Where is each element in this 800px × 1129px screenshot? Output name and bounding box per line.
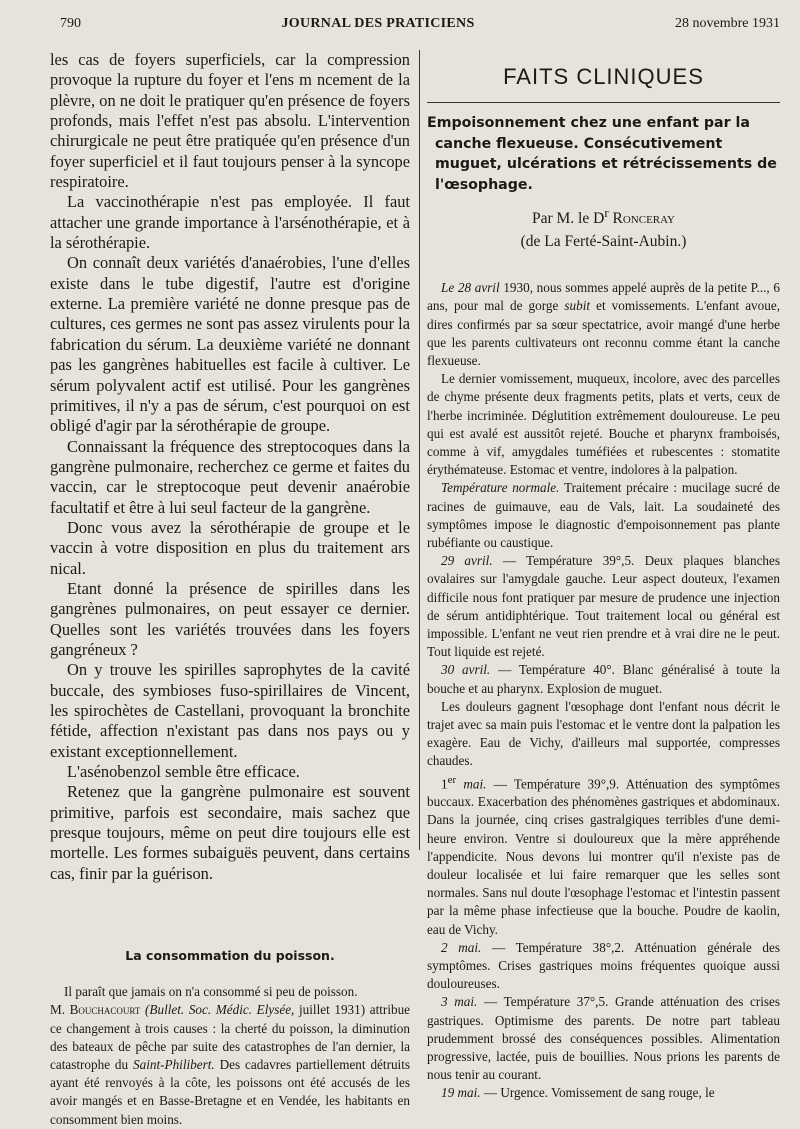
paragraph: On y trouve les spirilles saprophytes de la cavité buccale, des symbioses fuso-spirillaires de Vincent, les spirochètes de Castellani, provoquant la bronchite fétide, affection n'existant pas dans nos pays ou y existant exceptionnellement. [50,660,410,761]
paragraph: 30 avril. — Température 40°. Blanc généralisé à toute la bouche et au pharynx. Explosion de muguet. [427,662,780,696]
column-divider [419,50,420,850]
author-name: M. Bouchacourt [50,1002,141,1018]
poisson-text [50,983,410,1129]
paragraph: Donc vous avez la sérothérapie de groupe et le vaccin à votre disposition en plus du traitement ars nical. [50,517,410,578]
paragraph: Les douleurs gagnent l'œsophage dont l'enfant nous décrit le trajet avec sa main puis l'estomac et le ventre dont la palpation les exagère. Eau de Vichy, d'ailleurs mal supportée, compresses chaudes. [427,698,780,769]
paragraph: On connaît deux variétés d'anaérobies, l'une d'elles existe dans le tube digestif, l'autre est d'origine externe. La première variété ne donne presque pas de cultures, ces germes ne sont pas assez virulents pour la fabrication du sérum. La deuxième variété ne donnant pas les gangrènes habituelles est facile à cultiver. Le sérum polyvalent actif est utilisé. Pour les gangrènes primitives, il n'y a pas de sérum, c'est pourquoi on est obligé d'agir par la sérothérapie de groupe. [50,253,410,436]
paragraph: 19 mai. — Urgence. Vomissement de sang rouge, le [441,1085,715,1101]
running-header [60,16,780,38]
byline: Par M. le $D^r$ Ronceray (de La Ferté-Saint-Aubin.) [520,205,687,251]
source-citation: (Bullet. Soc. Médic. Elysée, [145,1002,295,1018]
case-report [427,279,780,1103]
author-name: Ronceray [612,210,675,228]
left-column [50,50,410,1129]
section-heading: FAITS CLINIQUES [503,64,704,89]
paragraph: 29 avril. — Température 39°,5. Deux plaques blanches ovalaires sur l'amygdale gauche. Leur aspect douteux, l'examen difficile nous font pratiquer par mesure de prudence une injection de sérum antidiphtérique. Tout traitement local ou général est impossible. L'enfant ne veut rien prendre et à vrai dire ne le peut. Tout liquide est rejeté. [427,553,780,660]
paragraph: Le dernier vomissement, muqueux, incolore, avec des parcelles de chyme présente deux fragments petits, plats et verts, ceux de l'herbe incriminée. Déglutition extrêmement douloureuse. Le peu qui est avalé est aussitôt rejeté. Bouche et pharynx framboisés, comme à vif, amygdales tuméfiées et rubescentes : stomatite érythémateuse. Estomac et ventre, indolores à la palpation. [427,371,780,478]
paragraph: Connaissant la fréquence des streptocoques dans la gangrène pulmonaire, recherchez ce germe et faites du vaccin, car le streptocoque peut devenir anaérobie facultatif et être à lui seul facteur de la gangrène. [50,436,410,517]
ship-name: Saint-Philibert. [133,1056,215,1072]
paragraph: 2 mai. — Température 38°,2. Atténuation générale des symptômes. Crises gastriques moins fréquentes quoique aussi douloureuses. [427,939,781,992]
paragraph: 1er mai. — Température 39°,9. Atténuation des symptômes buccaux. Exacerbation des phénomènes gastriques et abdominaux. Dans la journée, cinq crises gastralgiques terribles d'une demi-heure environ. Ventre si douloureux que la mère appréhende l'appendicite. Nous devons lui montrer qu'il n'existe pas de douleur localisée et lui faire remarquer que les selles sont normales. Sans nul doute l'œsophage l'estomac et l'intestin passent par la même phase infectieuse que la bouche. Poudre de kaolin, eau de Vichy. [427,773,781,937]
paragraph: M. Bouchacourt (Bullet. Soc. Médic. Elysée, juillet 1931) attribue ce changement à trois causes : la cherté du poisson, la diminution des bateaux de pêche par suite des catastrophes de l'an dernier, la catastrophe du Saint-Philibert. Des cadavres partiellement détruits ayant été renvoyés à la côte, les poissons ont été accusés de les avoir mangés et en Basse-Bretagne et en Vendée, les habitants en consomment bien moins. [50,1002,411,1127]
gangrene-text [50,50,410,884]
journal-title: JOURNAL DES PRATICIENS [281,16,475,31]
paragraph: Le 28 avril 1930, nous sommes appelé auprès de la petite P..., 6 ans, pour mal de gorge subit et vomissements. L'enfant avoue, dires confirmés par sa sœur spectatrice, avoir mangé d'une herbe que les parents cultivateurs ont reconnu comme étant la canche flexueuse. [427,280,780,368]
paragraph: Température normale. Traitement précaire : mucilage sucré de racines de guimauve, eau de Vals, lait. La soudaineté des symptômes impose le diagnostic d'empoisonnement pas plante rubéfiante ou caustique. [427,480,780,550]
paragraph: L'asénobenzol semble être efficace. [67,762,300,782]
right-column [427,50,780,1103]
page-number: 790 [60,16,81,31]
paragraph: 3 mai. — Température 37°,5. Grande atténuation des crises gastriques. Optimisme des parents. De notre part tableau prudemment brossé des conséquences possibles. Alimentation progressive, lactée, puis de bouillies. Nous prions les parents de nous tenir au courant. [427,994,781,1083]
paragraph: La vaccinothérapie n'est pas employée. Il faut attacher une grande importance à l'arsénothérapie, et à la sérothérapie. [50,192,410,253]
section-title-poisson: La consommation du poisson. [125,948,335,964]
paragraph: les cas de foyers superficiels, car la compression provoque la rupture du foyer et l'ens m ncement de la plèvre, on ne doit le pratiquer qu'en présence de foyers profonds, mais l'effet n'est pas absolu. L'intervention chirurgicale ne peut être pratiquée qu'en présence d'un foyer superficiel et il faut toujours penser à la syncope respiratoire. [50,50,410,192]
paragraph: Il paraît que jamais on n'a consommé si peu de poisson. [64,984,358,1000]
article-title: Empoisonnement chez une enfant par la canche flexueuse. Consécutivement muguet, ulcérations et rétrécissements de l'œsophage. [427,115,777,193]
heading-rule [427,102,780,103]
issue-date: 28 novembre 1931 [675,16,780,31]
paragraph: Etant donné la présence de spirilles dans les gangrènes pulmonaires, on peut essayer ce dernier. Quelles sont les variétés trouvées dans les foyers gangréneux ? [50,578,410,659]
paragraph: Retenez que la gangrène pulmonaire est souvent primitive, parfois est secondaire, mais sachez que presque toujours, même on peut dire toujours elle est mortelle. Les formes subaiguës peuvent, dans certains cas, finir par la guérison. [50,782,410,883]
